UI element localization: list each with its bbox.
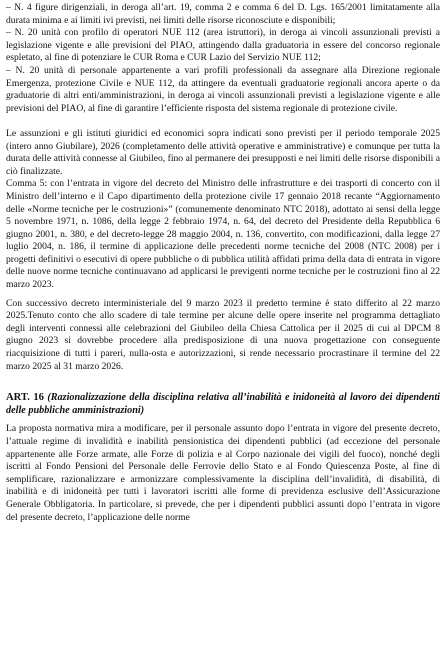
article-heading: [6, 392, 440, 418]
paragraph-decreto-interministeriale: Con successivo decreto interministeriale del 9 marzo 2023 il predetto termine è stato differito al 22 marzo 2025.Tenuto conto che allo scadere di tale termine per alcune delle opere inserite nel programma dettagliato degli interventi connessi alle celebrazioni del Giubileo della Chiesa Cattolica per il 2025 di cui al DPCM 8 giugno 2023 si dovrebbe procedere alla predisposizione di una nuova progettazione con conseguente riacquisizione di tutti i pareri, nulla-osta e autorizzazioni, si rende necessario procrastinare il termine del 22 marzo 2025 al 31 marzo 2026.: [6, 297, 440, 372]
list-item-dirigenziali: – N. 4 figure dirigenziali, in deroga all’art. 19, comma 2 e comma 6 del D. Lgs. 165/2001 limitatamente alla durata minima e ai limiti ivi previsti, nei limiti delle risorse riconosciute e disponibili;: [6, 2, 440, 26]
list-item-nue-operators: – N. 20 unità con profilo di operatori NUE 112 (area istruttori), in deroga ai vincoli assunzionali previsti a legislazione vigente e alle previsioni del PIAO, attingendo dalla graduatoria in essere del concorso regionale espletato, al fine di potenziare le CUR Roma e CUR Lazio del Servizio NUE 112;: [6, 27, 440, 64]
paragraph-proposta-normativa: La proposta normativa mira a modificare, per il personale assunto dopo l’entrata in vigore del presente decreto, l’attuale regime di invalidità e inabilità pensionistica dei dipendenti pubblici (ad eccezione del personale appartenente alle Forze armate, alle Forze di polizia e al Corpo nazionale dei vigili del fuoco), nonché degli iscritti al Fondo Pensioni del Personale delle Ferrovie dello Stato e al Fondo Quiescenza Poste, al fine di semplificare, razionalizzare e armonizzare complessivamente la disciplina dell’invalidità, di disabilità, di inabilità e di inidoneità per tutti i lavoratori iscritti alle forme di previdenza esclusive dell’Assicurazione Generale Obbligatoria. In particolare, si prevede, che per i dipendenti pubblici assunti dopo l’entrata in vigore del presente decreto, l’applicazione delle norme: [6, 423, 440, 523]
list-item-protezione-civile: – N. 20 unità di personale appartenente a vari profili professionali da assegnare alla Direzione regionale Emergenza, protezione Civile e NUE 112, da attingere da eventuali graduatorie regionali ancora aperte o da graduatorie di altri enti/amministrazioni, in deroga ai vincoli assunzionali previsti a legislazione vigente e alle previsioni del PIAO, al fine di garantire l’efficiente risposta del sistema regionale di protezione civile.: [6, 64, 440, 114]
document-page: [6, 2, 440, 524]
paragraph-assunzioni: Le assunzioni e gli istituti giuridici ed economici sopra indicati sono previsti per il periodo temporale 2025 (intero anno Giubilare), 2026 (completamento delle attività operative e amministrative) e comunque per tutta la durata delle attività connesse al Giubileo, fino al permanere dei presupposti e nei limiti delle risorse disponibili a ciò finalizzate.: [6, 127, 440, 177]
paragraph-gap: [6, 373, 440, 386]
article-title: (Razionalizzazione della disciplina relativa all’inabilità e inidoneità al lavoro dei dipendenti delle pubbliche amministrazioni): [6, 391, 440, 416]
paragraph-gap: [6, 115, 440, 128]
paragraph-comma-5: Comma 5: con l’entrata in vigore del decreto del Ministro delle infrastrutture e dei trasporti di concerto con il Ministro dell’interno e il Capo dipartimento della protezione civile 17 gennaio 2018 recante “Aggiornamento delle «Norme tecniche per le costruzioni»” (comunemente denominato NTC 2018), adottato ai sensi della legge 5 novembre 1971, n. 1086, della legge 2 febbraio 1974, n. 64, del decreto del Presidente della Repubblica 6 giugno 2001, n. 380, e del decreto-legge 28 maggio 2004, n. 136, convertito, con modificazioni, dalla legge 27 luglio 2004, n. 186, il termine di applicazione delle precedenti norme tecniche del 2008 (NTC 2008) per i progetti definitivi o esecutivi di opere pubbliche o di pubblica utilità affidati prima della data di entrata in vigore delle nuove norme tecniche continuavano ad applicarsi le previgenti norme tecniche per le costruzioni fino al 22 marzo 2023.: [6, 178, 440, 291]
article-label: ART. 16: [6, 391, 44, 403]
